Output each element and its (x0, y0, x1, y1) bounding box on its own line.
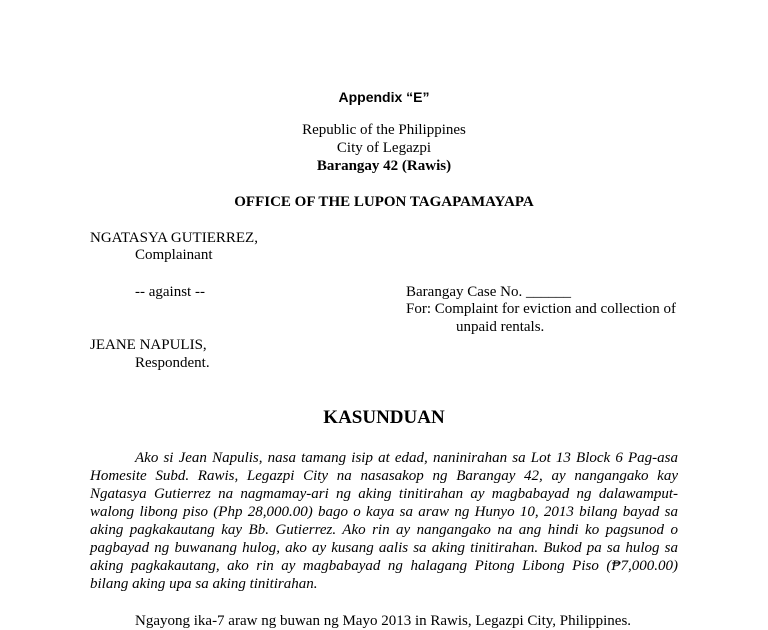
date-place-line: Ngayong ika-7 araw ng buwan ng Mayo 2013 in Rawis, Legazpi City, Philippines. (135, 613, 632, 629)
republic-line: Republic of the Philippines (302, 122, 466, 138)
complainant-name: NGATASYA GUTIERREZ, (90, 230, 258, 246)
agreement-body: Ako si Jean Napulis, nasa tamang isip at edad, naninirahan sa Lot 13 Block 6 Pag-asa Homesite Subd. Rawis, Legazpi City na nasasakop ng Barangay 42, ay nangangako kay Ngatasya Gutierrez na nagmamay-ari ng aking tinitirahan ay magbabayad ng dalawamput-walong libong piso (Php 28,000.00) bago o kaya sa araw ng Hunyo 10, 2013 bilang bayad sa aking pagkakautang kay Bb. Gutierrez. Ako rin ay nangangako na ang hindi ko pagsunod o pagbayad ng buwanang hulog, ako ay kusang aalis sa aking tinitirahan. Bukod pa sa hulog sa aking pagkakautang, ako rin ay magbabayad ng halagang Pitong Libong Piso (₱7,000.00) bilang aking upa sa aking tinitirahan. (90, 450, 678, 592)
against-label: -- against -- (135, 284, 205, 300)
complainant-role: Complainant (135, 247, 213, 263)
document-title: KASUNDUAN (323, 407, 445, 428)
case-subject-line-2: unpaid rentals. (456, 319, 545, 335)
city-line: City of Legazpi (336, 140, 432, 156)
barangay-line: Barangay 42 (Rawis) (316, 158, 452, 174)
case-subject-line-1: For: Complaint for eviction and collection of (406, 301, 676, 317)
respondent-role: Respondent. (135, 355, 210, 371)
office-heading: OFFICE OF THE LUPON TAGAPAMAYAPA (234, 194, 534, 210)
case-number: Barangay Case No. ______ (406, 284, 571, 300)
respondent-name: JEANE NAPULIS, (90, 337, 207, 353)
appendix-heading: Appendix “E” (338, 89, 430, 105)
